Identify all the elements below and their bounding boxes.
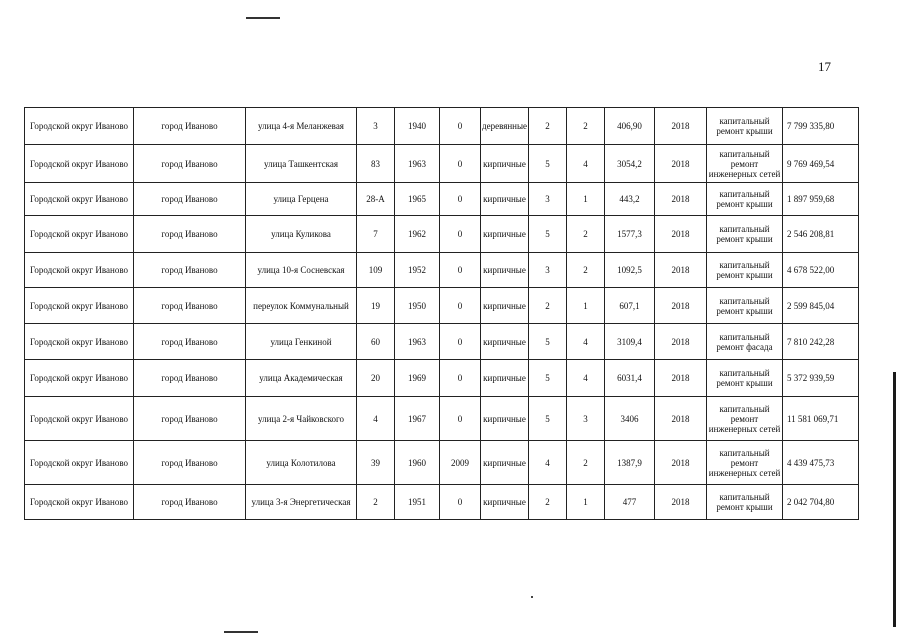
cell-work-type: капитальный ремонт крыши: [707, 183, 783, 216]
cell-wall-material: кирпичные: [481, 288, 529, 324]
cell-floors: 2: [529, 288, 567, 324]
cell-area: 1092,5: [605, 253, 655, 288]
cell-work-type: капитальный ремонт инженерных сетей: [707, 397, 783, 441]
cell-house: 7: [357, 216, 395, 253]
cell-year-reconstructed: 0: [440, 216, 481, 253]
cell-street: улица 4-я Меланжевая: [246, 108, 357, 145]
cell-city: город Иваново: [134, 441, 246, 485]
cell-house: 60: [357, 324, 395, 360]
cell-house: 20: [357, 360, 395, 397]
cell-cost: 2 042 704,80: [783, 485, 859, 520]
cell-year-plan: 2018: [655, 145, 707, 183]
cell-street: улица Ташкентская: [246, 145, 357, 183]
cell-work-type: капитальный ремонт крыши: [707, 360, 783, 397]
cell-year-reconstructed: 0: [440, 288, 481, 324]
cell-cost: 2 546 208,81: [783, 216, 859, 253]
cell-year-plan: 2018: [655, 397, 707, 441]
cell-district: Городской округ Иваново: [25, 108, 134, 145]
cell-house: 109: [357, 253, 395, 288]
cell-year-reconstructed: 0: [440, 397, 481, 441]
cell-work-type: капитальный ремонт крыши: [707, 288, 783, 324]
cell-city: город Иваново: [134, 397, 246, 441]
cell-city: город Иваново: [134, 324, 246, 360]
cell-wall-material: кирпичные: [481, 324, 529, 360]
cell-area: 607,1: [605, 288, 655, 324]
cell-year-reconstructed: 0: [440, 108, 481, 145]
cell-floors: 5: [529, 397, 567, 441]
cell-house: 39: [357, 441, 395, 485]
cell-work-type: капитальный ремонт крыши: [707, 485, 783, 520]
cell-cost: 7 799 335,80: [783, 108, 859, 145]
cell-area: 6031,4: [605, 360, 655, 397]
cell-cost: 7 810 242,28: [783, 324, 859, 360]
table-row: [25, 324, 859, 360]
cell-floors: 4: [529, 441, 567, 485]
cell-work-type: капитальный ремонт инженерных сетей: [707, 441, 783, 485]
scan-speck: [531, 596, 533, 598]
cell-floors: 2: [529, 108, 567, 145]
cell-floors: 5: [529, 145, 567, 183]
cell-year-reconstructed: 0: [440, 183, 481, 216]
cell-year-plan: 2018: [655, 485, 707, 520]
cell-wall-material: деревянные: [481, 108, 529, 145]
cell-year-plan: 2018: [655, 360, 707, 397]
cell-year-built: 1952: [395, 253, 440, 288]
cell-entrances: 1: [567, 183, 605, 216]
cell-cost: 9 769 469,54: [783, 145, 859, 183]
cell-area: 406,90: [605, 108, 655, 145]
cell-street: улица Генкиной: [246, 324, 357, 360]
cell-house: 2: [357, 485, 395, 520]
cell-floors: 3: [529, 183, 567, 216]
cell-entrances: 2: [567, 253, 605, 288]
cell-entrances: 4: [567, 145, 605, 183]
cell-floors: 5: [529, 360, 567, 397]
cell-street: улица 10-я Сосневская: [246, 253, 357, 288]
cell-entrances: 2: [567, 441, 605, 485]
cell-cost: 4 678 522,00: [783, 253, 859, 288]
cell-wall-material: кирпичные: [481, 183, 529, 216]
cell-floors: 5: [529, 324, 567, 360]
cell-cost: 4 439 475,73: [783, 441, 859, 485]
cell-year-reconstructed: 0: [440, 485, 481, 520]
scan-mark-bottom: [224, 631, 258, 633]
cell-house: 3: [357, 108, 395, 145]
cell-area: 443,2: [605, 183, 655, 216]
cell-entrances: 4: [567, 324, 605, 360]
cell-year-built: 1963: [395, 324, 440, 360]
cell-district: Городской округ Иваново: [25, 145, 134, 183]
cell-year-reconstructed: 0: [440, 253, 481, 288]
cell-entrances: 1: [567, 485, 605, 520]
cell-district: Городской округ Иваново: [25, 324, 134, 360]
cell-work-type: капитальный ремонт фасада: [707, 324, 783, 360]
cell-house: 83: [357, 145, 395, 183]
cell-street: улица Академическая: [246, 360, 357, 397]
cell-entrances: 1: [567, 288, 605, 324]
cell-year-plan: 2018: [655, 441, 707, 485]
scan-edge-line: [893, 372, 896, 627]
table-row: [25, 145, 859, 183]
cell-wall-material: кирпичные: [481, 145, 529, 183]
cell-year-built: 1960: [395, 441, 440, 485]
cell-year-built: 1965: [395, 183, 440, 216]
cell-city: город Иваново: [134, 216, 246, 253]
table-row: [25, 441, 859, 485]
cell-floors: 2: [529, 485, 567, 520]
cell-city: город Иваново: [134, 253, 246, 288]
cell-work-type: капитальный ремонт крыши: [707, 253, 783, 288]
scan-mark-top: [246, 17, 280, 19]
cell-street: переулок Коммунальный: [246, 288, 357, 324]
cell-year-built: 1951: [395, 485, 440, 520]
cell-entrances: 4: [567, 360, 605, 397]
cell-district: Городской округ Иваново: [25, 253, 134, 288]
cell-street: улица Герцена: [246, 183, 357, 216]
cell-year-built: 1963: [395, 145, 440, 183]
cell-work-type: капитальный ремонт инженерных сетей: [707, 145, 783, 183]
cell-entrances: 3: [567, 397, 605, 441]
cell-work-type: капитальный ремонт крыши: [707, 216, 783, 253]
cell-floors: 5: [529, 216, 567, 253]
cell-city: город Иваново: [134, 183, 246, 216]
cell-year-built: 1950: [395, 288, 440, 324]
cell-entrances: 2: [567, 216, 605, 253]
cell-wall-material: кирпичные: [481, 397, 529, 441]
cell-wall-material: кирпичные: [481, 441, 529, 485]
cell-year-built: 1969: [395, 360, 440, 397]
cell-area: 1387,9: [605, 441, 655, 485]
cell-district: Городской округ Иваново: [25, 360, 134, 397]
cell-wall-material: кирпичные: [481, 485, 529, 520]
table-row: [25, 183, 859, 216]
cell-wall-material: кирпичные: [481, 216, 529, 253]
cell-area: 3406: [605, 397, 655, 441]
cell-city: город Иваново: [134, 108, 246, 145]
cell-year-reconstructed: 2009: [440, 441, 481, 485]
table-row: [25, 360, 859, 397]
cell-house: 28-А: [357, 183, 395, 216]
cell-cost: 2 599 845,04: [783, 288, 859, 324]
cell-district: Городской округ Иваново: [25, 485, 134, 520]
cell-street: улица Куликова: [246, 216, 357, 253]
cell-floors: 3: [529, 253, 567, 288]
cell-city: город Иваново: [134, 145, 246, 183]
cell-year-plan: 2018: [655, 108, 707, 145]
table-row: [25, 253, 859, 288]
cell-wall-material: кирпичные: [481, 360, 529, 397]
cell-district: Городской округ Иваново: [25, 216, 134, 253]
cell-year-plan: 2018: [655, 288, 707, 324]
table-row: [25, 485, 859, 520]
cell-year-plan: 2018: [655, 216, 707, 253]
cell-year-built: 1940: [395, 108, 440, 145]
cell-area: 3054,2: [605, 145, 655, 183]
housing-registry-table: [24, 107, 859, 520]
cell-year-reconstructed: 0: [440, 360, 481, 397]
cell-area: 477: [605, 485, 655, 520]
cell-district: Городской округ Иваново: [25, 183, 134, 216]
page-number: 17: [818, 59, 831, 74]
cell-year-reconstructed: 0: [440, 145, 481, 183]
cell-entrances: 2: [567, 108, 605, 145]
cell-district: Городской округ Иваново: [25, 441, 134, 485]
table-row: [25, 397, 859, 441]
table-row: [25, 288, 859, 324]
cell-year-plan: 2018: [655, 183, 707, 216]
cell-area: 3109,4: [605, 324, 655, 360]
cell-city: город Иваново: [134, 485, 246, 520]
cell-work-type: капитальный ремонт крыши: [707, 108, 783, 145]
cell-wall-material: кирпичные: [481, 253, 529, 288]
cell-area: 1577,3: [605, 216, 655, 253]
cell-street: улица 3-я Энергетическая: [246, 485, 357, 520]
cell-cost: 11 581 069,71: [783, 397, 859, 441]
cell-city: город Иваново: [134, 360, 246, 397]
cell-house: 4: [357, 397, 395, 441]
cell-city: город Иваново: [134, 288, 246, 324]
cell-cost: 5 372 939,59: [783, 360, 859, 397]
cell-year-plan: 2018: [655, 253, 707, 288]
cell-year-plan: 2018: [655, 324, 707, 360]
cell-street: улица Колотилова: [246, 441, 357, 485]
cell-year-built: 1967: [395, 397, 440, 441]
table-row: [25, 108, 859, 145]
cell-street: улица 2-я Чайковского: [246, 397, 357, 441]
cell-district: Городской округ Иваново: [25, 288, 134, 324]
cell-house: 19: [357, 288, 395, 324]
cell-year-built: 1962: [395, 216, 440, 253]
cell-year-reconstructed: 0: [440, 324, 481, 360]
cell-cost: 1 897 959,68: [783, 183, 859, 216]
cell-district: Городской округ Иваново: [25, 397, 134, 441]
table-row: [25, 216, 859, 253]
